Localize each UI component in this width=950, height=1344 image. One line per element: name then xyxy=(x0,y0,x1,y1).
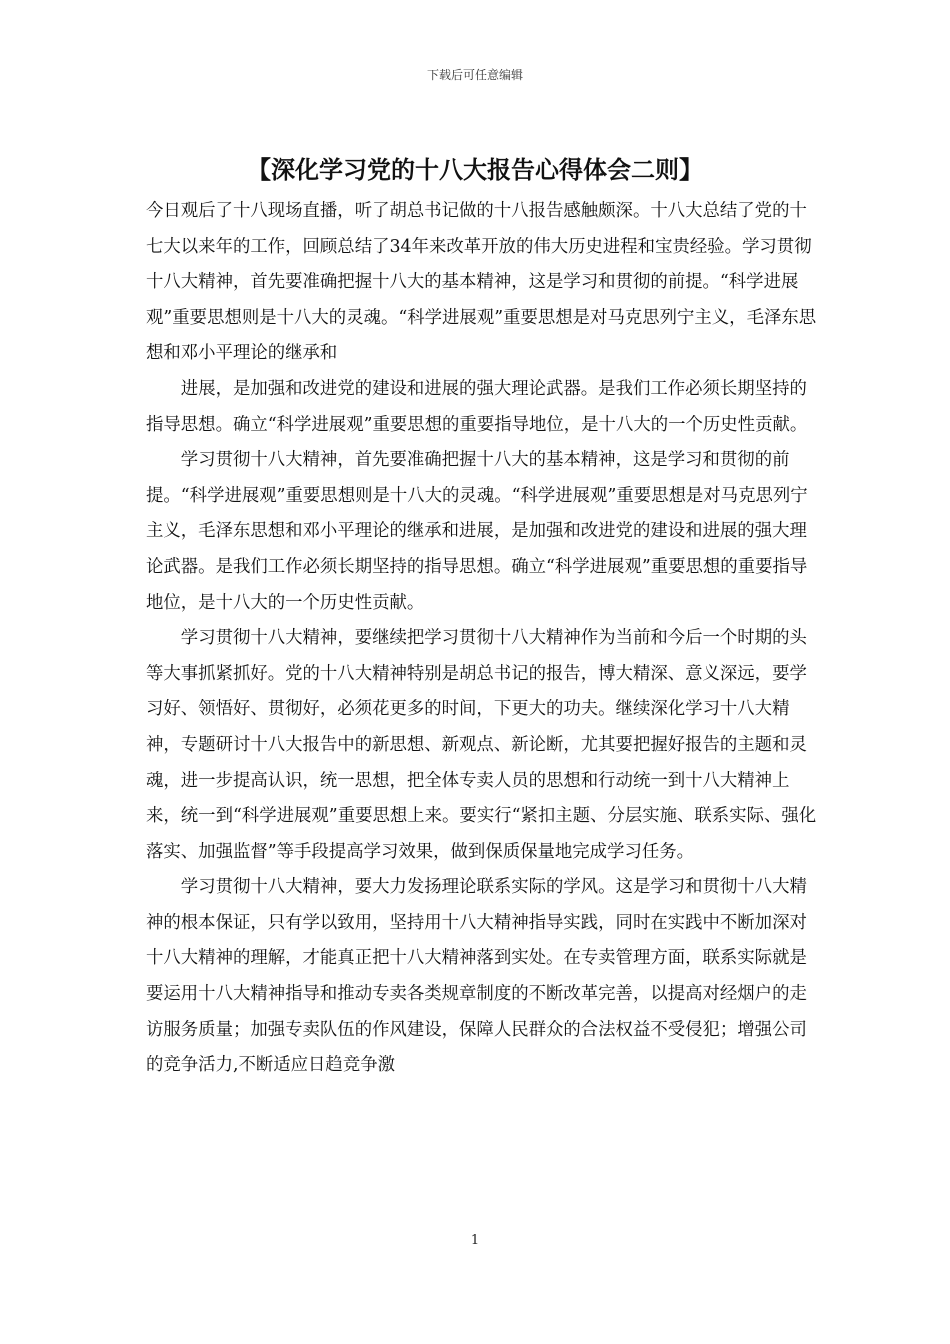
paragraph-2: 进展，是加强和改进党的建设和进展的强大理论武器。是我们工作必须长期坚持的指导思想。确立“科学进展观”重要思想的重要指导地位，是十八大的一个历史性贡献。 xyxy=(146,378,808,435)
page-number: 1 xyxy=(470,1233,480,1248)
page-header: 下载后可任意编辑 xyxy=(426,68,523,82)
paragraph-4: 学习贯彻十八大精神，要继续把学习贯彻十八大精神作为当前和今后一个时期的头等大事抓紧抓好。党的十八大精神特别是胡总书记的报告，博大精深、意义深远，要学习好、领悟好、贯彻好，必须花更多的时间，下更大的功夫。继续深化学习十八大精神，专题研讨十八大报告中的新思想、新观点、新论断，尤其要把握好报告的主题和灵魂，进一步提高认识，统一思想，把全体专卖人员的思想和行动统一到十八大精神上来，统一到“科学进展观”重要思想上来。要实行“紧扣主题、分层实施、联系实际、强化落实、加强监督”等手段提高学习效果，做到保质保量地完成学习任务。 xyxy=(146,628,817,862)
paragraph-3: 学习贯彻十八大精神，首先要准确把握十八大的基本精神，这是学习和贯彻的前提。“科学进展观”重要思想则是十八大的灵魂。“科学进展观”重要思想是对马克思列宁主义，毛泽东思想和邓小平理论的继承和进展，是加强和改进党的建设和进展的强大理论武器。是我们工作必须长期坚持的指导思想。确立“科学进展观”重要思想的重要指导地位，是十八大的一个历史性贡献。 xyxy=(146,450,808,613)
document-body xyxy=(146,194,820,1084)
paragraph-5: 学习贯彻十八大精神，要大力发扬理论联系实际的学风。这是学习和贯彻十八大精神的根本保证，只有学以致用，坚持用十八大精神指导实践，同时在实践中不断加深对十八大精神的理解，才能真正把十八大精神落到实处。在专卖管理方面，联系实际就是要运用十八大精神指导和推动专卖各类规章制度的不断改革完善，以提高对经烟户的走访服务质量；加强专卖队伍的作风建设，保障人民群众的合法权益不受侵犯；增强公司的竞争活力,不断适应日趋竞争激 xyxy=(146,877,807,1076)
paragraph-1: 今日观后了十八现场直播，听了胡总书记做的十八报告感触颇深。十八大总结了党的十七大以来年的工作，回顾总结了34年来改革开放的伟大历史进程和宝贵经验。学习贯彻十八大精神，首先要准确把握十八大的基本精神，这是学习和贯彻的前提。“科学进展观”重要思想则是十八大的灵魂。“科学进展观”重要思想是对马克思列宁主义，毛泽东思想和邓小平理论的继承和 xyxy=(146,201,817,364)
document-title: 【深化学习党的十八大报告心得体会二则】 xyxy=(247,156,703,184)
